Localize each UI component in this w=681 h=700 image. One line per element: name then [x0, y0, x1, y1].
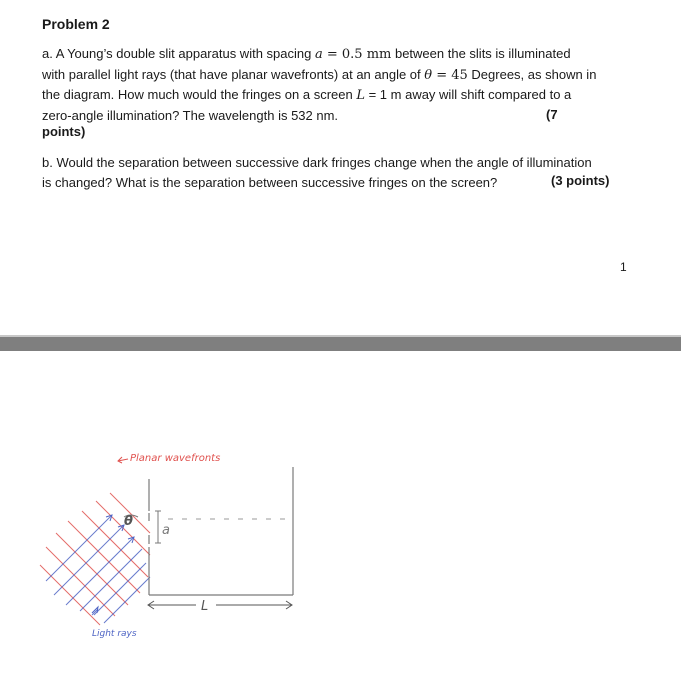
red-wavefront-lines	[40, 493, 150, 625]
angle-label-theta: θ	[124, 514, 133, 529]
part-a-text-5: the diagram. How much would the fringes on a screen	[42, 87, 357, 102]
part-a-text-3: with parallel light rays (that have planar wavefronts) at an angle of	[42, 66, 425, 82]
part-a-text-7: zero-angle illumination? The wavelength is 532 nm.	[42, 107, 339, 123]
label-planar-wavefronts: Planar wavefronts	[130, 453, 221, 464]
problem-title: Problem 2	[42, 16, 110, 32]
distance-label-L: L	[201, 599, 209, 614]
page-top	[0, 0, 681, 335]
var-a: a	[314, 47, 323, 62]
label-light-rays: Light rays	[92, 629, 137, 639]
distance-arrow	[148, 601, 292, 609]
screen-box	[149, 467, 293, 595]
var-L: L	[356, 88, 365, 103]
spacing-label-a: a	[162, 523, 170, 538]
diagram-sketch	[0, 351, 681, 700]
part-b-text-2: is changed? What is the separation between successive fringes on the screen?	[42, 174, 498, 190]
eq-spacing: = 0.5 mm	[322, 47, 392, 62]
wavefront-pointer	[118, 457, 128, 463]
part-a-text-6: = 1 m away will shift compared to a	[364, 87, 572, 102]
eq-angle: = 45	[432, 67, 468, 83]
part-a-points-number: (7	[546, 107, 558, 122]
part-a-points-word: points)	[42, 124, 86, 139]
part-b-points: (3 points)	[551, 173, 610, 188]
page-divider	[0, 337, 681, 351]
part-b-text-1: b. Would the separation between successive dark fringes change when the angle of illumination	[42, 155, 592, 170]
part-a-text-1: a. A Young’s double slit apparatus with spacing	[42, 46, 315, 61]
page-number: 1	[620, 260, 627, 274]
part-a-text-2: between the slits is illuminated	[391, 46, 571, 61]
part-a-text-4: Degrees, as shown in	[467, 66, 597, 82]
slit-spacing-marker	[155, 511, 161, 543]
var-theta: θ	[424, 67, 433, 83]
